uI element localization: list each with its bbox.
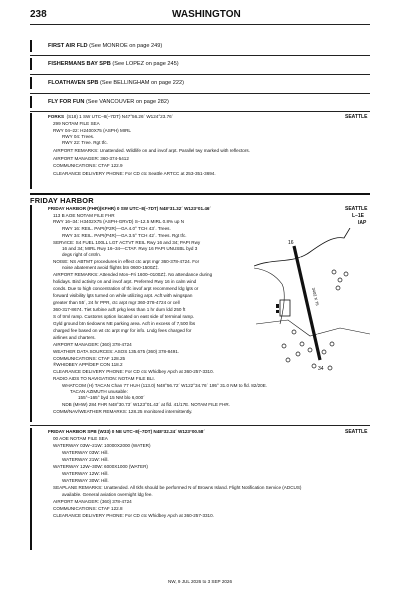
tree-icon — [328, 366, 332, 370]
forks-region: SEATTLE — [345, 114, 368, 120]
xref-fishermans-bay: FISHERMANS BAY SPB (See LOPEZ on page 245) — [48, 61, 179, 67]
entry-bar — [30, 113, 32, 189]
airport-diagram — [254, 228, 370, 378]
diagram-road — [254, 228, 350, 266]
tree-icon — [292, 330, 296, 334]
entry-bar — [30, 205, 32, 422]
page-number: 238 — [30, 9, 47, 20]
tree-icon — [300, 342, 304, 346]
xref-first-air-fld: FIRST AIR FLD (See MONROE on page 249) — [48, 43, 163, 49]
apron — [280, 300, 290, 316]
entry-bar — [30, 40, 32, 52]
entry-bar — [30, 428, 32, 550]
entry-bar — [30, 96, 32, 108]
header-rule — [30, 24, 370, 25]
xref-floathaven: FLOATHAVEN SPB (See BELLINGHAM on page 222) — [48, 80, 184, 86]
spb-ident: FRIDAY HARBOR SPB (W33) 0 NE UTC–8(–7DT) N48°32.24´ W123°00.58´ — [48, 429, 205, 434]
xref-fly-for-fun: FLY FOR FUN (See VANCOUVER on page 282) — [48, 99, 169, 105]
footer-date: NW, 9 JUL 2026 to 3 SEP 2026 — [167, 579, 233, 584]
tree-icon — [344, 272, 348, 276]
tree-icon — [282, 344, 286, 348]
runway-dimensions: 3402 X 75 — [311, 287, 321, 307]
tree-icon — [312, 364, 316, 368]
tree-icon — [332, 270, 336, 274]
tree-icon — [286, 358, 290, 362]
tree-icon — [322, 350, 326, 354]
runway-label-34: 34 — [318, 366, 324, 372]
forks-ident: FORKS (S18) 1 SW UTC–8(–7DT) N47°56.26´ W124°23.76´ — [48, 114, 174, 119]
city-heading: FRIDAY HARBOR — [30, 196, 94, 205]
tree-icon — [338, 278, 342, 282]
state-title: WASHINGTON — [172, 9, 241, 20]
tree-icon — [330, 342, 334, 346]
tree-icon — [336, 286, 340, 290]
entry-bar — [30, 58, 32, 70]
runway-label-16: 16 — [288, 240, 294, 246]
tree-icon — [296, 352, 300, 356]
tree-icon — [308, 348, 312, 352]
entry-bar — [30, 77, 32, 89]
fh-ident: FRIDAY HARBOR (FHR)(KFHR) 0 SW UTC–8(–7DT) N48°31.32´ W123°01.46´ — [48, 206, 211, 211]
